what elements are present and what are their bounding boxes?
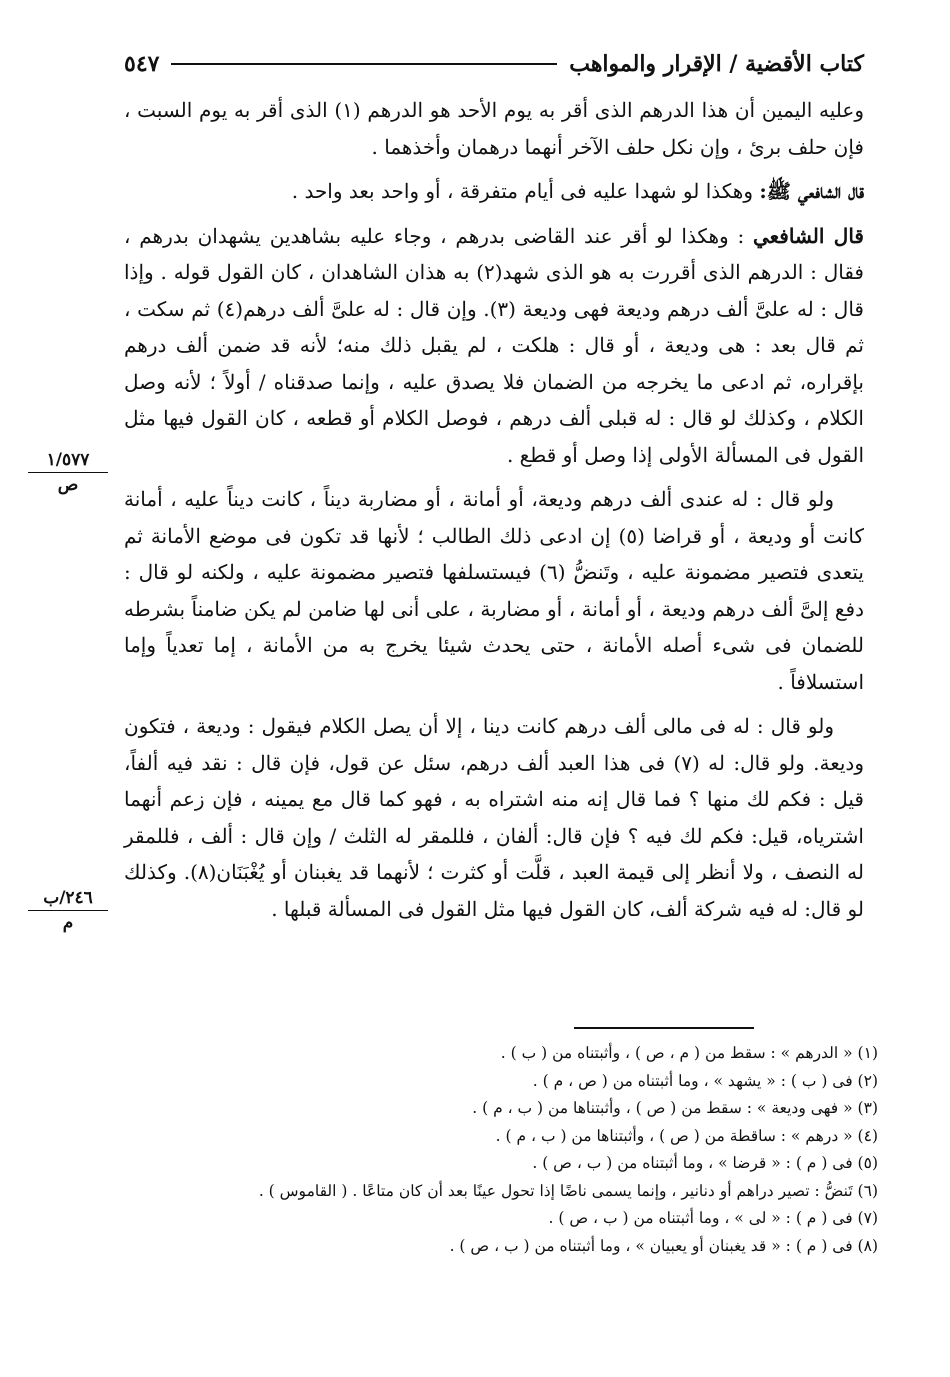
footnote: (٧) فى ( م ) : « لى » ، وما أثبتناه من ( ب ، ص ) . bbox=[548, 1209, 878, 1227]
paragraph: ولو قال : له فى مالى ألف درهم كانت دينا ، إلا أن يصل الكلام فيقول : وديعة ، فتكون وديعة. ولو قال: له (٧) فى هذا العبد ألف درهم، سئل عن قول، فإن قال : نقد فيه ألفاً، قيل : فكم لك منها ؟ فما قال إنه منه اشتراه به ، فهو كما قال مع يمينه ، فإن زعم أنهما اشترياه، قيل: فكم لك فيه ؟ فإن قال: ألفان ، فللمقر له الثلث / وإن قال : ألف ، فللمقر له النصف ، ولا أنظر إلى قيمة العبد ، قلَّت أو كثرت ؛ لأنهما قد يغبنان أو يُغْبَنَان(٨). وكذلك لو قال: له فيه شركة ألف، كان القول فيها مثل القول فى المسألة قبلها . bbox=[124, 714, 864, 921]
paragraph: ولو قال : له عندى ألف درهم وديعة، أو أمانة ، أو مضاربة ديناً ، كانت ديناً عليه ، أمانة كانت أو وديعة ، أو قراضا (٥) إن ادعى ذلك الطالب ؛ لأنها قد تكون فى موضع الأمانة ثم يتعدى فتصير مضمونة عليه ، وتَنضُّ (٦) فيستسلفها فتصير مضمونة عليه ، ولكنه لو قال : دفع إلىَّ ألف درهم وديعة ، أو أمانة ، أو مضاربة ، على أنى لها ضامن لم يكن ضامناً بشرطه للضمان فى شىء أصله الأمانة ، حتى يحدث شيئا يخرج به من الأمانة ، إما تعدياً وإما استسلافاً . bbox=[124, 487, 864, 694]
footnote: (٤) « درهم » : ساقطة من ( ص ) ، وأثبتناها من ( ب ، م ) . bbox=[495, 1126, 878, 1145]
main-text bbox=[124, 92, 864, 935]
page-header bbox=[124, 44, 864, 84]
speaker-label: قال الشافعي ﷺ: bbox=[759, 179, 864, 203]
speaker-label: قال الشافعي bbox=[752, 223, 864, 248]
footnote: (٥) فى ( م ) : « قرضا » ، وما أثبتناه من ( ب ، ص ) . bbox=[532, 1154, 878, 1172]
header-rule bbox=[171, 63, 557, 65]
paragraph: وعليه اليمين أن هذا الدرهم الذى أقر به يوم الأحد هو الدرهم (١) الذى أقر به يوم السبت ، فإن حلف برئ ، وإن نكل حلف الآخر أنهما درهمان وأخذهما . bbox=[124, 98, 864, 159]
footnote: (٨) فى ( م ) : « قد يغبنان أو يعبيان » ، وما أثبتناه من ( ب ، ص ) . bbox=[449, 1236, 878, 1255]
footnote: (٣) « فهى وديعة » : سقط من ( ص ) ، وأثبتناها من ( ب ، م ) . bbox=[472, 1099, 878, 1117]
paragraph: قال الشافعي : وهكذا لو أقر عند القاضى بدرهم ، وجاء عليه بشاهدين يشهدان بدرهم ، فقال : الدرهم الذى أقررت به هو الذى شهد(٢) به هذان الشاهدان ، كان القول قوله . وإذا قال : له علىَّ ألف درهم وديعة فهى وديعة (٣). وإن قال : له علىَّ ألف درهم(٤) ثم سكت ، ثم قال بعد : هى وديعة ، أو قال : هلكت ، لم يقبل ذلك منه؛ لأنه قد ضمن ألف درهم بإقراره، ثم ادعى ما يخرجه من الضمان فلا يصدق عليه ، وإنما صدقناه / أولاً ؛ لأنه وصل الكلام ، وكذلك لو قال : له قبلى ألف درهم ، فوصل الكلام أو قطعه ، كان القول فيها مثل القول فى المسألة الأولى إذا وصل أو قطع . bbox=[124, 223, 864, 467]
footnote-rule bbox=[574, 1027, 754, 1029]
margin-reference: ٢٤٦/ب م bbox=[28, 888, 108, 933]
margin-reference: ١/٥٧٧ ص bbox=[28, 450, 108, 495]
footnotes bbox=[258, 1040, 878, 1260]
paragraph: قال الشافعي ﷺ: وهكذا لو شهدا عليه فى أيام متفرقة ، أو واحد بعد واحد . bbox=[291, 179, 864, 203]
footnote: (٢) فى ( ب ) : « يشهد » ، وما أثبتناه من ( ص ، م ) . bbox=[532, 1071, 878, 1090]
book-title: كتاب الأقضية / الإقرار والمواهب bbox=[569, 51, 864, 77]
footnote: (٦) تَنضُّ : تصير دراهم أو دنانير ، وإنما يسمى ناضًا إذا تحول عينًا بعد أن كان متاعًا . ( القاموس ) . bbox=[258, 1181, 878, 1200]
footnote: (١) « الدرهم » : سقط من ( م ، ص ) ، وأثبتناه من ( ب ) . bbox=[500, 1044, 878, 1062]
page-number: ٥٤٧ bbox=[124, 51, 160, 77]
